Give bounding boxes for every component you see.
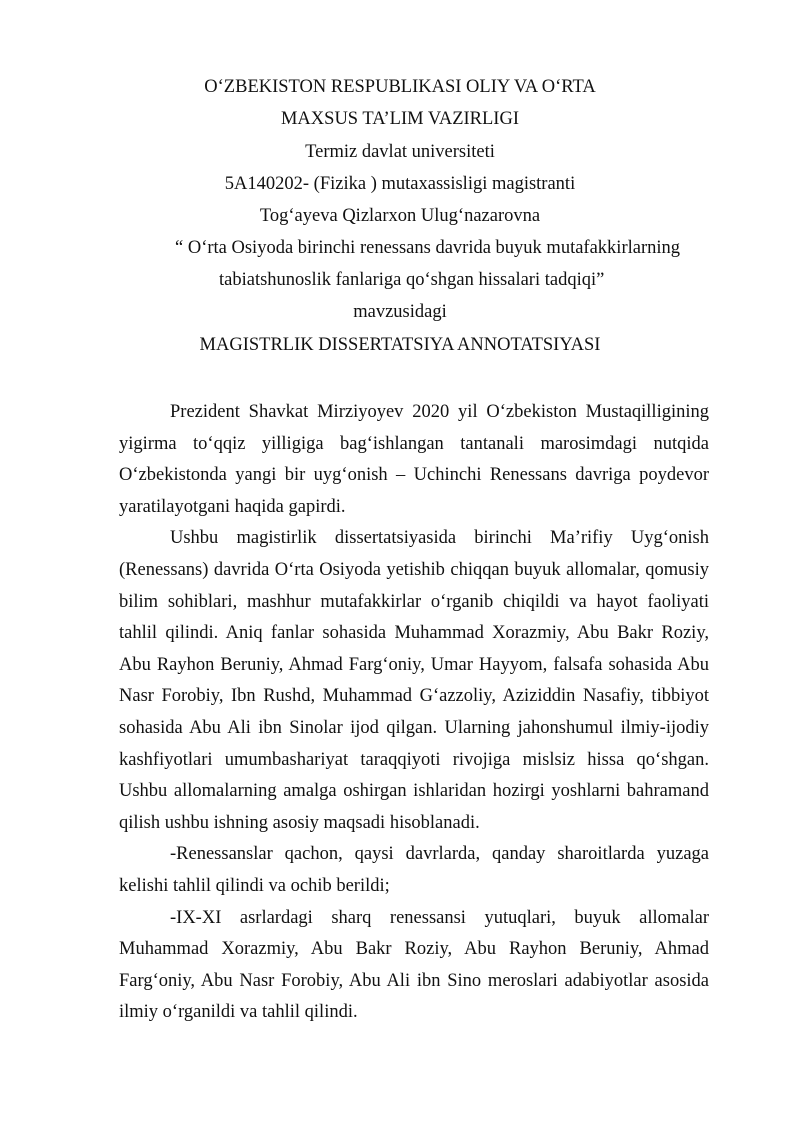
- topic-line-2: tabiatshunoslik fanlariga qo‘shgan hissalari tadqiqi”: [219, 270, 605, 290]
- specialty-line: 5A140202- (Fizika ) mutaxassisligi magistranti: [224, 174, 576, 194]
- paragraph-renaissance: -Renessanslar qachon, qaysi davrlarda, qanday sharoitlarda yuzaga kelishi tahlil qilindi va ochib berildi;: [119, 844, 709, 896]
- paragraph-intro: Prezident Shavkat Mirziyoyev 2020 yil O‘zbekiston Mustaqilligining yigirma to‘qqiz yilligiga bag‘ishlangan tantanali marosimdagi nutqida O‘zbekistonda yangi bir uyg‘onish – Uchinchi Renessans davriga poydevor yaratilayotgani haqida gapirdi.: [119, 402, 709, 517]
- ministry-line-1: O‘ZBEKISTON RESPUBLIKASI OLIY VA O‘RTA: [204, 77, 596, 97]
- topic-suffix: mavzusidagi: [353, 302, 447, 322]
- document-title: MAGISTRLIK DISSERTATSIYA ANNOTATSIYASI: [199, 335, 601, 355]
- paragraph-main: Ushbu magistirlik dissertatsiyasida birinchi Ma’rifiy Uyg‘onish (Renessans) davrida O‘rta Osiyoda yetishib chiqqan buyuk allomalar, qomusiy bilim sohiblari, mashhur mutafakkirlar o‘rganib chiqildi va hayot faoliyati tahlil qilindi. Aniq fanlar sohasida Muhammad Xorazmiy, Abu Bakr Roziy, Abu Rayhon Beruniy, Ahmad Farg‘oniy, Umar Hayyom, falsafa sohasida Abu Nasr Forobiy, Ibn Rushd, Muhammad G‘azzoliy, Aziziddin Nasafiy, tibbiyot sohasida Abu Ali ibn Sinolar ijod qilgan. Ularning jahonshumul ilmiy-ijodiy kashfiyotlari umumbashariyat taraqqiyoti rivojiga mislsiz hissa qo‘shgan. Ushbu allomalarning amalga oshirgan ishlaridan hozirgi yoshlarni bahramand qilish ushbu ishning asosiy maqsadi hisoblanadi.: [119, 528, 709, 833]
- annotation-body: [119, 397, 709, 1029]
- author-name: Tog‘ayeva Qizlarxon Ulug‘nazarovna: [259, 206, 541, 226]
- paragraph-eastern-renaissance: -IX-XI asrlardagi sharq renessansi yutuqlari, buyuk allomalar Muhammad Xorazmiy, Abu Bakr Roziy, Abu Rayhon Beruniy, Ahmad Farg‘oniy, Abu Nasr Forobiy, Abu Ali ibn Sino meroslari adabiyotlar asosida ilmiy o‘rganildi va tahlil qilindi.: [119, 907, 709, 1023]
- topic-line-1: “ O‘rta Osiyoda birinchi renessans davrida buyuk mutafakkirlarning: [175, 238, 681, 258]
- university-name: Termiz davlat universiteti: [305, 142, 495, 162]
- ministry-line-2: MAXSUS TA’LIM VAZIRLIGI: [280, 109, 519, 129]
